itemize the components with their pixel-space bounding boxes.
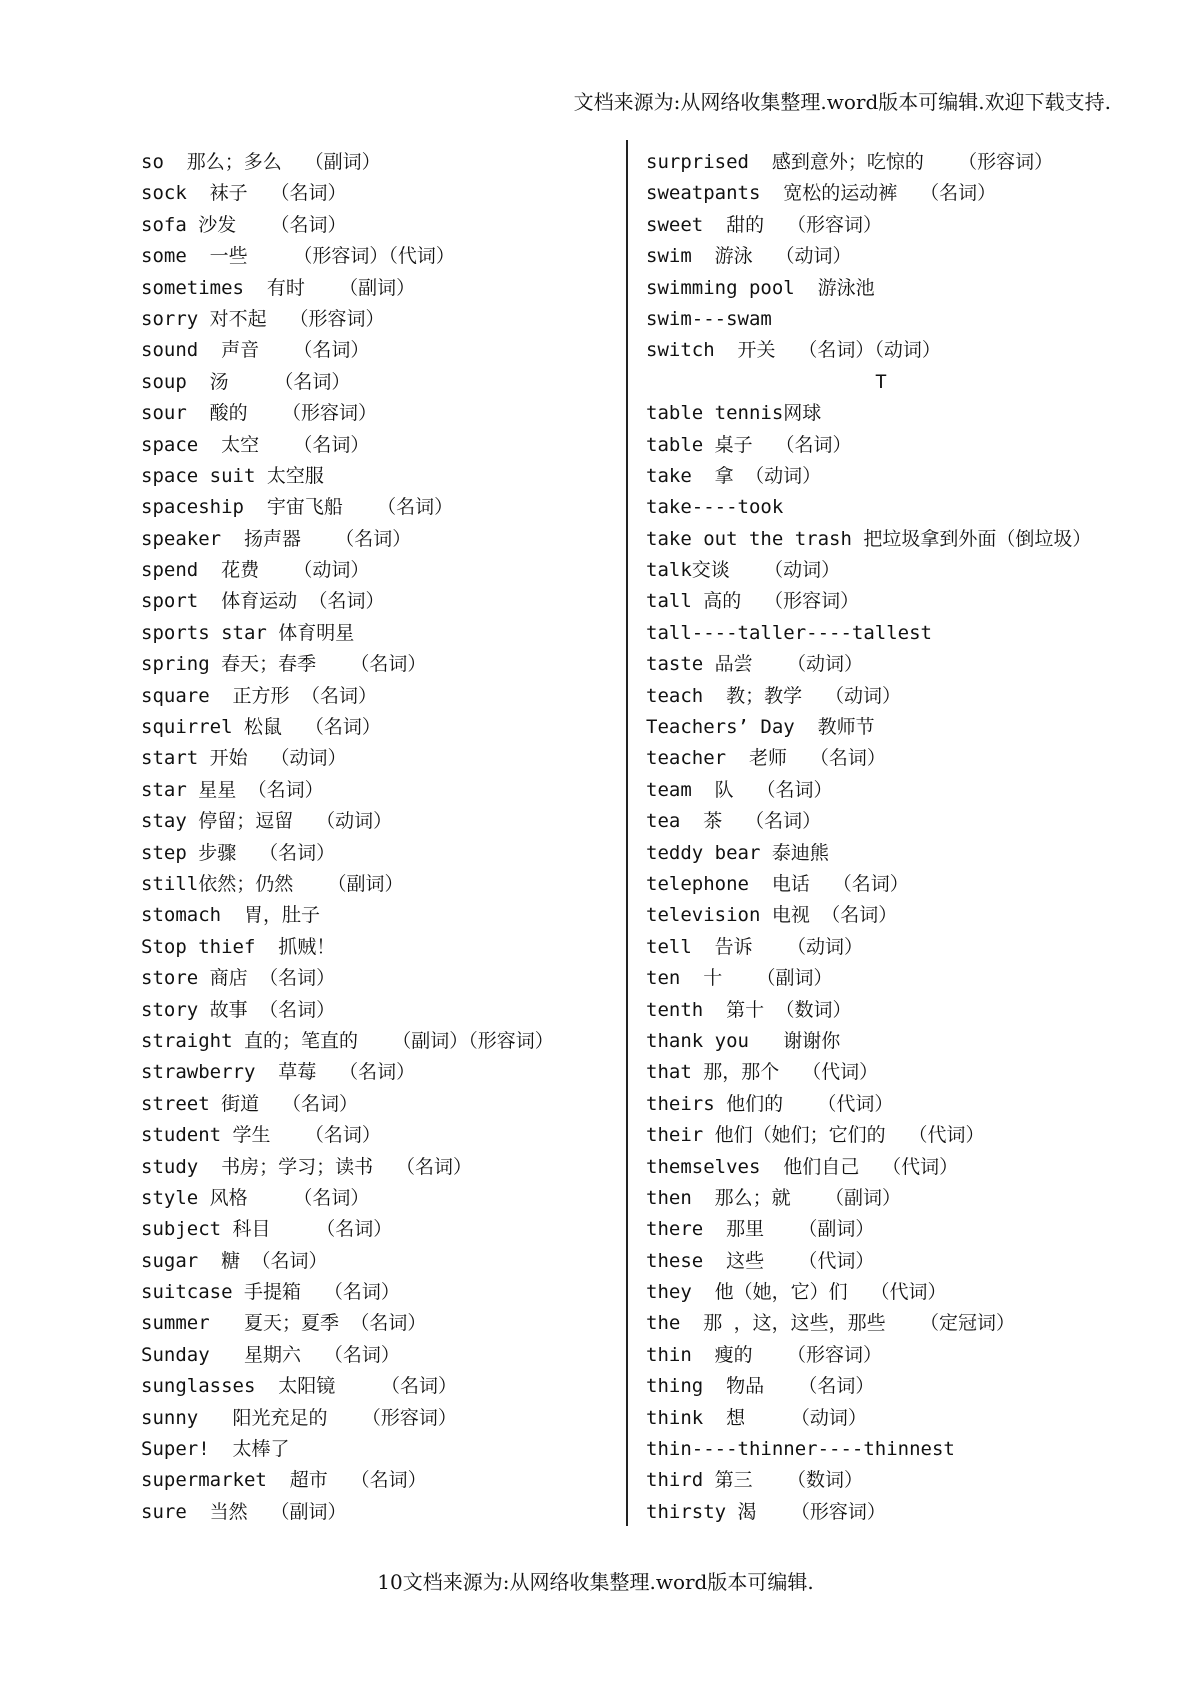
vocab-entry: take out the trash 把垃圾拿到外面（倒垃圾） (646, 527, 1092, 550)
left-column (141, 147, 611, 1528)
vocab-entry: sorry 对不起 （形容词） (141, 307, 385, 330)
vocab-entry: sometimes 有时 （副词） (141, 276, 416, 299)
vocab-entry: think 想 （动词） (646, 1406, 867, 1429)
vocab-entry: thirsty 渴 （形容词） (646, 1500, 886, 1523)
vocab-entry: start 开始 （动词） (141, 747, 347, 770)
vocab-entry: stomach 胃，肚子 (141, 904, 320, 927)
vocab-entry: talk交谈 （动词） (646, 559, 841, 582)
vocab-entry: surprised 感到意外；吃惊的 （形容词） (646, 151, 1054, 173)
vocab-entry: spaceship 宇宙飞船 （名词） (141, 496, 454, 519)
vocab-entry: sour 酸的 （形容词） (141, 402, 377, 425)
vocab-entry: television 电视 （名词） (646, 904, 898, 927)
vocab-entry: thank you 谢谢你 (646, 1029, 841, 1052)
vocab-entry: sweatpants 宽松的运动裤 （名词） (646, 182, 997, 205)
vocab-entry: Super! 太棒了 (141, 1438, 290, 1461)
vocab-entry: teacher 老师 （名词） (646, 747, 886, 770)
vocab-entry: Sunday 星期六 （名词） (141, 1343, 400, 1366)
vocab-entry: stay 停留；逗留 （动词） (141, 810, 393, 833)
vocab-entry: teddy bear 泰迪熊 (646, 841, 829, 864)
vocab-entry: star 星星 （名词） (141, 778, 324, 801)
vocab-entry: teach 教；教学 （动词） (646, 684, 901, 707)
vocab-entry: story 故事 （名词） (141, 998, 336, 1021)
vocab-entry: summer 夏天；夏季 （名词） (141, 1312, 427, 1335)
vocab-entry: subject 科目 （名词） (141, 1218, 393, 1241)
vocab-entry: then 那么；就 （副词） (646, 1186, 901, 1209)
vocab-entry: squirrel 松鼠 （名词） (141, 716, 381, 739)
vocab-entry: table 桌子 （名词） (646, 433, 852, 456)
vocab-entry: speaker 扬声器 （名词） (141, 527, 412, 550)
vocab-entry: street 街道 （名词） (141, 1092, 358, 1115)
page-number: 10 (377, 1570, 403, 1594)
vocab-entry: taste 品尝 （动词） (646, 653, 863, 676)
vocab-entry: Teachers’ Day 教师节 (646, 716, 875, 739)
vocab-entry: table tennis网球 (646, 402, 822, 425)
vocab-entry: style 风格 （名词） (141, 1186, 370, 1209)
footer-text: 文档来源为:从网络收集整理.word版本可编辑. (402, 1570, 814, 1594)
vocab-entry: that 那，那个 （代词） (646, 1061, 879, 1084)
vocab-entry: sock 袜子 （名词） (141, 182, 347, 205)
vocab-entry: so 那么；多么 （副词） (141, 151, 381, 173)
vocab-entry: sofa 沙发 （名词） (141, 213, 347, 236)
vocab-entry: sport 体育运动 （名词） (141, 590, 385, 613)
vocab-entry: step 步骤 （名词） (141, 841, 336, 864)
vocab-entry: soup 汤 （名词） (141, 370, 351, 393)
vocab-entry: switch 开关 （名词）（动词） (646, 339, 941, 362)
vocab-entry: strawberry 草莓 （名词） (141, 1061, 416, 1084)
vocab-entry: some 一些 （形容词）（代词） (141, 245, 455, 268)
vocab-entry: tea 茶 （名词） (646, 810, 822, 833)
vocab-entry: telephone 电话 （名词） (646, 872, 909, 895)
column-divider (626, 140, 628, 1526)
vocab-entry: tenth 第十 （数词） (646, 998, 852, 1021)
vocab-entry: sound 声音 （名词） (141, 339, 370, 362)
vocab-entry: sugar 糖 （名词） (141, 1249, 328, 1272)
vocab-entry: take----took (646, 496, 784, 519)
vocab-entry: swim---swam (646, 307, 772, 330)
page-header: 文档来源为:从网络收集整理.word版本可编辑.欢迎下载支持. (573, 90, 1111, 114)
vocab-entry: tall 高的 （形容词） (646, 590, 860, 613)
vocab-entry: store 商店 （名词） (141, 967, 336, 990)
vocab-entry: ten 十 （副词） (646, 967, 833, 990)
vocab-entry: sunglasses 太阳镜 （名词） (141, 1375, 458, 1398)
vocab-entry: sure 当然 （副词） (141, 1500, 347, 1523)
vocab-entry: thin----thinner----thinnest (646, 1438, 955, 1461)
vocab-entry: straight 直的；笔直的 （副词）（形容词） (141, 1029, 554, 1052)
vocab-entry: third 第三 （数词） (646, 1469, 863, 1492)
vocab-entry: student 学生 （名词） (141, 1124, 381, 1147)
vocab-entry: team 队 （名词） (646, 778, 833, 801)
vocab-entry: thin 瘦的 （形容词） (646, 1343, 882, 1366)
vocab-entry: sweet 甜的 （形容词） (646, 213, 882, 236)
vocab-entry: thing 物品 （名词） (646, 1375, 875, 1398)
vocab-entry: swimming pool 游泳池 (646, 276, 875, 299)
vocab-entry: take 拿 （动词） (646, 464, 822, 487)
vocab-entry: Stop thief 抓贼！ (141, 935, 336, 958)
vocab-entry: space 太空 （名词） (141, 433, 370, 456)
vocab-entry: these 这些 （代词） (646, 1249, 875, 1272)
vocab-entry: study 书房；学习；读书 （名词） (141, 1155, 472, 1178)
vocab-entry: swim 游泳 （动词） (646, 245, 852, 268)
vocab-entry: spring 春天；春季 （名词） (141, 653, 427, 676)
vocab-entry: supermarket 超市 （名词） (141, 1469, 427, 1492)
vocab-entry: space suit 太空服 (141, 464, 324, 487)
page-footer (0, 1566, 1191, 1595)
vocab-entry: square 正方形 （名词） (141, 684, 377, 707)
vocab-entry: theirs 他们的 （代词） (646, 1092, 894, 1115)
vocab-entry: the 那 ，这，这些，那些 （定冠词） (646, 1312, 1015, 1335)
vocab-entry: still依然；仍然 （副词） (141, 872, 404, 895)
vocab-entry: suitcase 手提箱 （名词） (141, 1281, 400, 1304)
right-column (646, 147, 1116, 1528)
vocab-entry: spend 花费 （动词） (141, 559, 370, 582)
vocab-entry: tell 告诉 （动词） (646, 935, 863, 958)
section-letter: T (875, 370, 887, 393)
vocab-entry: sunny 阳光充足的 （形容词） (141, 1406, 457, 1429)
vocab-entry: their 他们（她们；它们的 （代词） (646, 1124, 985, 1147)
vocab-entry: themselves 他们自己 （代词） (646, 1155, 959, 1178)
vocab-entry: tall----taller----tallest (646, 621, 932, 644)
vocab-entry: sports star 体育明星 (141, 621, 355, 644)
vocab-entry: there 那里 （副词） (646, 1218, 875, 1241)
vocab-entry: they 他（她，它）们 （代词） (646, 1281, 947, 1304)
